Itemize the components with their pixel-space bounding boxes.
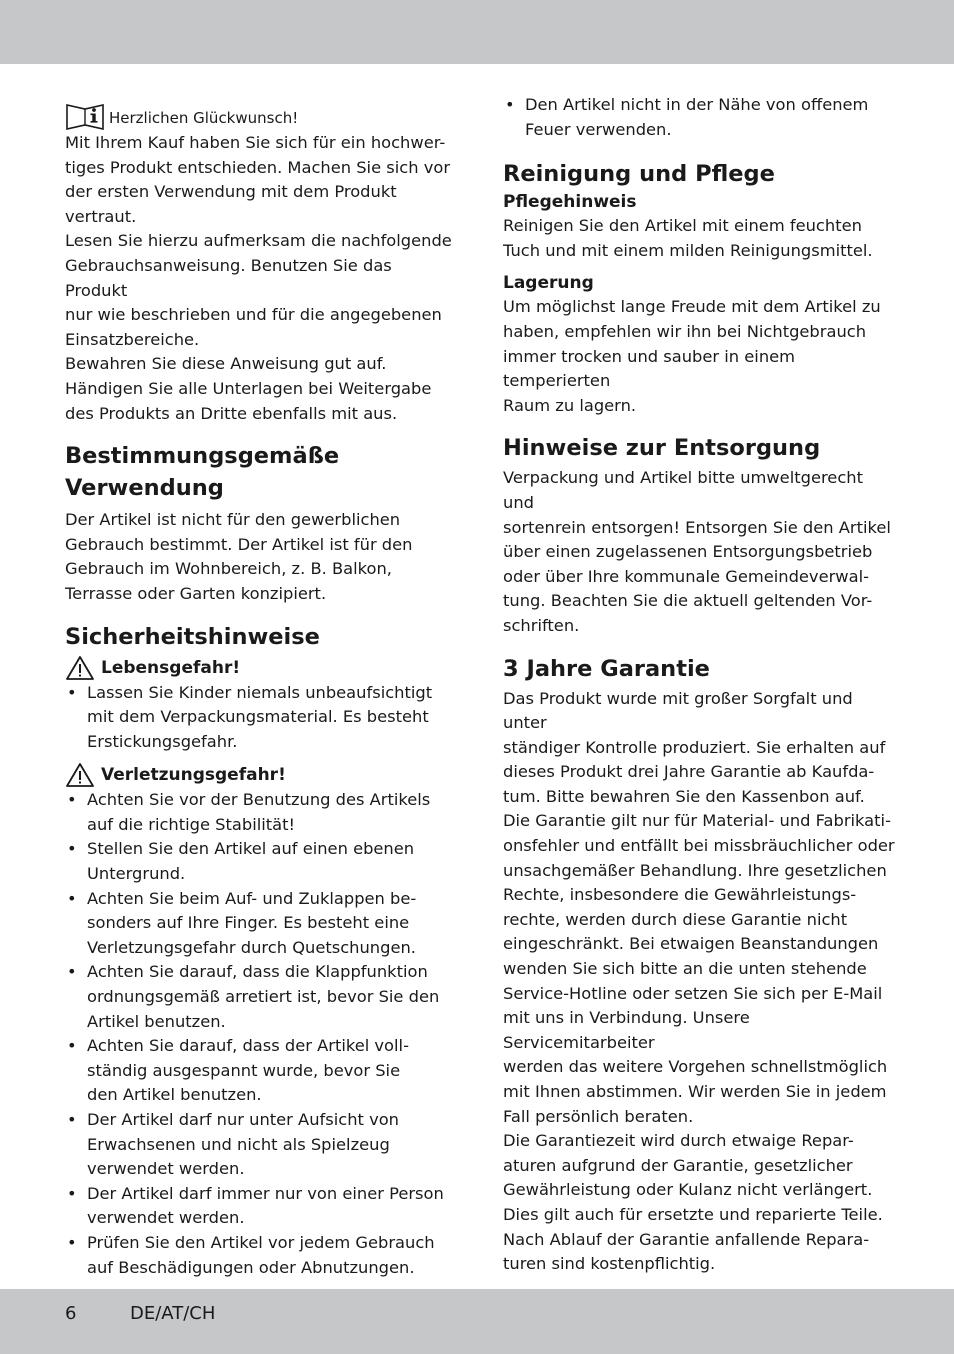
list-item-line: verwendet werden.: [87, 1159, 245, 1179]
text-line: Dies gilt auch für ersetzte und reparierte Teile.: [503, 1204, 883, 1224]
care-heading: Reinigung und Pflege: [503, 161, 775, 188]
list-item-line: den Artikel benutzen.: [87, 1085, 262, 1105]
bullet-icon: •: [67, 839, 77, 859]
text-line: Gebrauchsanweisung. Benutzen Sie das Produkt: [65, 255, 392, 300]
text-line: Gewährleistung oder Kulanz nicht verlängert.: [503, 1180, 873, 1200]
danger-label: Lebensgefahr!: [101, 657, 241, 678]
disposal-text: [503, 466, 895, 638]
page-number: 6: [65, 1303, 77, 1324]
text-line: Der Artikel ist nicht für den gewerblichen: [65, 510, 401, 530]
text-line: Händigen Sie alle Unterlagen bei Weitergabe: [65, 378, 432, 398]
text-line: Gebrauch bestimmt. Der Artikel ist für den: [65, 534, 413, 554]
bullet-icon: •: [67, 790, 77, 810]
intro-greeting: Herzlichen Glückwunsch!: [109, 109, 299, 128]
intended-use-text: [65, 508, 457, 606]
text-line: tum. Bitte bewahren Sie den Kassenbon auf.: [503, 786, 865, 806]
storage-subheading: Lagerung: [503, 273, 594, 294]
right-column: [503, 93, 895, 1277]
text-line: tiges Produkt entschieden. Machen Sie sich vor: [65, 157, 451, 177]
text-line: schriften.: [503, 615, 580, 635]
bullet-icon: •: [67, 682, 77, 702]
list-item-line: sonders auf Ihre Finger. Es besteht eine: [87, 913, 410, 933]
text-line: unsachgemäßer Behandlung. Ihre gesetzlichen: [503, 860, 887, 880]
list-item-line: Erwachsenen und nicht als Spielzeug: [87, 1134, 390, 1154]
text-line: werden das weitere Vorgehen schnellstmöglich: [503, 1057, 888, 1077]
list-item: [65, 960, 457, 1034]
storage-text: [503, 295, 895, 418]
text-line: der ersten Verwendung mit dem Produkt vertraut.: [65, 182, 397, 226]
list-item: [65, 1231, 457, 1280]
intended-use-heading-line1: Bestimmungsgemäße: [65, 443, 340, 470]
injury-warning: [65, 762, 457, 788]
injury-list: [65, 788, 457, 1280]
left-column: [65, 93, 457, 1280]
list-item-line: Achten Sie beim Auf- und Zuklappen be-: [87, 888, 417, 908]
warning-triangle-icon: [65, 762, 95, 788]
list-item-line: Achten Sie darauf, dass die Klappfunktion: [87, 962, 428, 982]
list-item-line: Lassen Sie Kinder niemals unbeaufsichtigt: [87, 682, 433, 702]
text-line: oder über Ihre kommunale Gemeindeverwal-: [503, 566, 869, 586]
list-item-line: Den Artikel nicht in der Nähe von offenem: [525, 95, 869, 114]
care-text: [503, 214, 895, 263]
danger-list: [65, 681, 457, 755]
list-item: [65, 681, 457, 755]
list-item-line: Achten Sie darauf, dass der Artikel voll-: [87, 1036, 409, 1056]
text-line: Die Garantiezeit wird durch etwaige Repar-: [503, 1131, 854, 1151]
list-item: [65, 788, 457, 837]
region-label: DE/AT/CH: [130, 1303, 216, 1324]
text-line: Fall persönlich beraten.: [503, 1106, 694, 1126]
list-item: [65, 1108, 457, 1182]
list-item-line: Feuer verwenden.: [525, 119, 672, 139]
text-line: Gebrauch im Wohnbereich, z. B. Balkon,: [65, 559, 392, 579]
bullet-icon: •: [67, 1183, 77, 1203]
list-item-line: Der Artikel darf immer nur von einer Person: [87, 1183, 444, 1203]
text-line: Nach Ablauf der Garantie anfallende Repara-: [503, 1229, 870, 1249]
text-line: des Produkts an Dritte ebenfalls mit aus.: [65, 403, 398, 423]
text-line: nur wie beschrieben und für die angegebenen: [65, 305, 442, 325]
text-line: dieses Produkt drei Jahre Garantie ab Kaufda-: [503, 762, 875, 782]
list-item-line: Untergrund.: [87, 864, 186, 884]
list-item-line: ordnungsgemäß arretiert ist, bevor Sie den: [87, 987, 440, 1007]
text-line: Um möglichst lange Freude mit dem Artikel zu: [503, 297, 881, 317]
text-line: Bewahren Sie diese Anweisung gut auf.: [65, 354, 387, 374]
text-line: über einen zugelassenen Entsorgungsbetrieb: [503, 542, 873, 562]
text-line: tung. Beachten Sie die aktuell geltenden Vor-: [503, 591, 873, 611]
text-line: onsfehler und entfällt bei missbräuchlicher oder: [503, 836, 895, 856]
bullet-icon: •: [67, 888, 77, 908]
text-line: haben, empfehlen wir ihn bei Nichtgebrauch: [503, 321, 867, 341]
list-item-line: Der Artikel darf nur unter Aufsicht von: [87, 1110, 399, 1129]
list-item-line: Artikel benutzen.: [87, 1011, 226, 1031]
text-line: ständiger Kontrolle produziert. Sie erhalten auf: [503, 737, 886, 757]
text-line: mit uns in Verbindung. Unsere Servicemitarbeiter: [503, 1008, 750, 1052]
list-item: [65, 1182, 457, 1231]
list-item-line: auf Beschädigungen oder Abnutzungen.: [87, 1257, 415, 1277]
info-book-icon: [65, 101, 105, 131]
bullet-icon: •: [67, 962, 77, 982]
danger-warning: [65, 655, 457, 681]
list-item-line: verwendet werden.: [87, 1208, 245, 1228]
text-line: Rechte, insbesondere die Gewährleistungs-: [503, 885, 857, 905]
text-line: immer trocken und sauber in einem temperierten: [503, 346, 796, 391]
text-line: sortenrein entsorgen! Entsorgen Sie den Artikel: [503, 517, 891, 537]
text-line: Reinigen Sie den Artikel mit einem feuchten: [503, 216, 862, 236]
warning-triangle-icon: [65, 655, 95, 681]
text-line: Mit Ihrem Kauf haben Sie sich für ein hochwer-: [65, 133, 446, 152]
bullet-icon: •: [67, 1232, 77, 1252]
text-line: aturen aufgrund der Garantie, gesetzlicher: [503, 1155, 853, 1175]
safety-heading: Sicherheitshinweise: [65, 623, 320, 650]
text-line: Verpackung und Artikel bitte umweltgerecht und: [503, 468, 863, 512]
text-line: Einsatzbereiche.: [65, 329, 200, 349]
warranty-text: [503, 687, 895, 1277]
text-line: Die Garantie gilt nur für Material- und Fabrikati-: [503, 811, 891, 831]
list-item-line: Achten Sie vor der Benutzung des Artikels: [87, 790, 431, 810]
text-line: Tuch und mit einem milden Reinigungsmittel.: [503, 240, 873, 260]
text-line: Terrasse oder Garten konzipiert.: [65, 583, 327, 603]
intended-use-heading-line2: Verwendung: [65, 475, 224, 502]
bullet-icon: •: [67, 1110, 77, 1129]
list-item-line: Stellen Sie den Artikel auf einen ebenen: [87, 839, 415, 859]
text-line: Lesen Sie hierzu aufmerksam die nachfolgende: [65, 231, 452, 251]
bullet-icon: •: [67, 1036, 77, 1056]
intro-greeting-row: [65, 101, 457, 131]
list-item: [65, 887, 457, 961]
text-line: mit Ihnen abstimmen. Wir werden Sie in jedem: [503, 1082, 887, 1101]
fire-list: [503, 93, 895, 142]
disposal-heading: Hinweise zur Entsorgung: [503, 435, 821, 462]
list-item-line: ständig ausgespannt wurde, bevor Sie: [87, 1060, 401, 1080]
text-line: Das Produkt wurde mit großer Sorgfalt und unter: [503, 688, 853, 733]
list-item: [503, 93, 895, 142]
list-item-line: Erstickungsgefahr.: [87, 731, 238, 751]
list-item-line: auf die richtige Stabilität!: [87, 814, 296, 834]
text-line: turen sind kostenpflichtig.: [503, 1254, 716, 1274]
header-band: [0, 0, 954, 64]
list-item: [65, 837, 457, 886]
intro-text: [65, 131, 457, 426]
care-subheading: Pflegehinweis: [503, 192, 637, 213]
warranty-heading: 3 Jahre Garantie: [503, 655, 710, 682]
text-line: wenden Sie sich bitte an die unten stehende: [503, 959, 867, 979]
list-item-line: mit dem Verpackungsmaterial. Es besteht: [87, 707, 429, 727]
intended-use-heading: [65, 440, 457, 504]
injury-label: Verletzungsgefahr!: [101, 765, 286, 786]
bullet-icon: •: [505, 95, 515, 114]
list-item: [65, 1034, 457, 1108]
text-line: rechte, werden durch diese Garantie nicht: [503, 909, 848, 929]
list-item-line: Verletzungsgefahr durch Quetschungen.: [87, 937, 416, 957]
text-line: eingeschränkt. Bei etwaigen Beanstandungen: [503, 934, 879, 954]
text-line: Service-Hotline oder setzen Sie sich per E-Mail: [503, 983, 883, 1003]
list-item-line: Prüfen Sie den Artikel vor jedem Gebrauch: [87, 1232, 435, 1252]
text-line: Raum zu lagern.: [503, 395, 637, 415]
